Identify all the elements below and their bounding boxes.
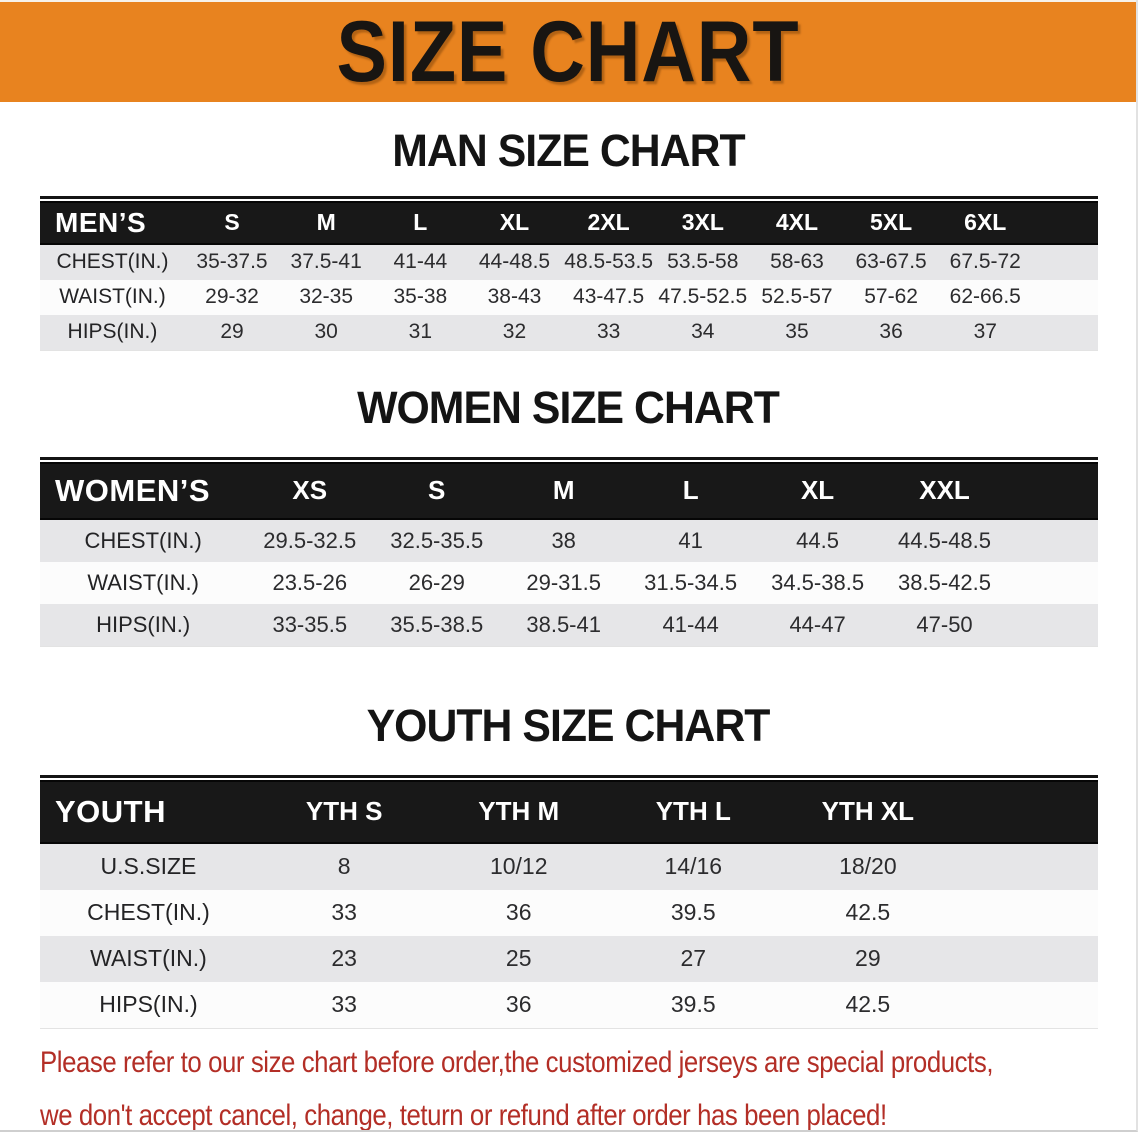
youth-title-wrap	[0, 699, 1136, 751]
size-value-cell: 10/12	[489, 853, 548, 880]
men-table-row	[40, 280, 1098, 315]
row-spacer-cell	[1032, 280, 1098, 315]
men-size-table	[40, 201, 1098, 350]
men-table-row	[40, 315, 1098, 350]
row-spacer-cell	[1008, 562, 1098, 604]
youth-size-column-header: YTH L	[606, 780, 781, 844]
size-value-cell: 23.5-26	[272, 569, 348, 595]
size-value-cell: 67.5-72	[949, 250, 1021, 274]
size-value-cell: 48.5-53.5	[564, 250, 654, 274]
row-label-cell: HIPS(IN.)	[99, 991, 198, 1018]
size-value-cell: 53.5-58	[667, 250, 739, 274]
women-header-row	[40, 462, 1098, 520]
men-size-column-header: 5XL	[844, 201, 938, 245]
row-spacer-cell	[955, 982, 1098, 1028]
size-value-cell: 47-50	[916, 611, 973, 637]
men-size-column-header: 6XL	[938, 201, 1032, 245]
size-value-cell: 36	[505, 899, 532, 926]
size-value-cell: 41-44	[662, 611, 719, 637]
women-section-title: WOMEN SIZE CHART	[357, 381, 779, 433]
size-value-cell: 39.5	[670, 899, 716, 926]
header-spacer-cell	[1032, 201, 1098, 245]
youth-size-column-header: YTH S	[257, 780, 432, 844]
row-label-cell: CHEST(IN.)	[84, 527, 202, 553]
size-value-cell: 44-48.5	[478, 250, 551, 274]
men-size-column-header: 2XL	[562, 201, 656, 245]
size-value-cell: 42.5	[845, 899, 891, 926]
size-value-cell: 43-47.5	[573, 285, 645, 309]
size-value-cell: 30	[314, 320, 338, 344]
women-table-row	[40, 604, 1098, 646]
men-size-column-header: 3XL	[656, 201, 750, 245]
women-table-row	[40, 562, 1098, 604]
size-value-cell: 38	[551, 527, 576, 553]
size-value-cell: 33	[596, 320, 621, 344]
size-value-cell: 44.5-48.5	[898, 527, 992, 553]
youth-header-label-cell: YOUTH	[40, 780, 257, 844]
footer-line-1: Please refer to our size chart before order,the customized jerseys are special products,	[40, 1045, 994, 1079]
size-value-cell: 33	[331, 899, 357, 926]
row-label-cell: U.S.SIZE	[100, 853, 197, 880]
man-title-wrap	[0, 125, 1136, 176]
banner-title: SIZE CHART	[336, 4, 800, 100]
men-size-column-header: L	[373, 201, 467, 245]
row-spacer-cell	[955, 936, 1098, 982]
youth-size-column-header: YTH M	[431, 780, 606, 844]
footer-note	[40, 1039, 1136, 1132]
women-title-wrap	[0, 381, 1136, 433]
men-size-column-header: 4XL	[750, 201, 844, 245]
women-size-chart-section	[0, 381, 1136, 647]
youth-size-table	[40, 780, 1098, 1028]
size-value-cell: 29-32	[205, 285, 259, 309]
size-value-cell: 29	[855, 945, 881, 972]
header-spacer-cell	[1008, 462, 1098, 520]
men-size-column-header: M	[279, 201, 373, 245]
size-value-cell: 37.5-41	[290, 250, 362, 274]
size-value-cell: 36	[505, 991, 532, 1018]
size-value-cell: 36	[879, 320, 903, 344]
row-label-cell: HIPS(IN.)	[67, 320, 158, 344]
size-value-cell: 38.5-41	[526, 611, 601, 637]
man-table-wrap	[40, 196, 1098, 351]
size-value-cell: 35-37.5	[196, 250, 268, 274]
size-value-cell: 41-44	[393, 250, 448, 274]
women-size-column-header: S	[373, 462, 500, 520]
size-value-cell: 27	[680, 945, 707, 972]
size-value-cell: 33-35.5	[272, 611, 348, 637]
size-value-cell: 29-31.5	[526, 569, 601, 595]
row-label-cell: CHEST(IN.)	[56, 250, 169, 274]
youth-table-row	[40, 982, 1098, 1028]
row-label-cell: CHEST(IN.)	[87, 899, 210, 926]
size-value-cell: 34.5-38.5	[771, 569, 865, 595]
size-value-cell: 8	[337, 853, 351, 880]
size-value-cell: 35-38	[393, 285, 448, 309]
men-header-row	[40, 201, 1098, 245]
size-value-cell: 37	[973, 320, 997, 344]
row-spacer-cell	[1032, 245, 1098, 280]
man-section-title: MAN SIZE CHART	[391, 125, 745, 176]
size-value-cell: 29.5-32.5	[263, 527, 357, 553]
size-value-cell: 23	[331, 945, 357, 972]
size-value-cell: 44-47	[789, 611, 846, 637]
size-value-cell: 32-35	[299, 285, 354, 309]
size-value-cell: 32.5-35.5	[390, 527, 484, 553]
size-value-cell: 42.5	[845, 991, 891, 1018]
women-size-table	[40, 462, 1098, 646]
size-value-cell: 29	[220, 320, 244, 344]
size-value-cell: 63-67.5	[855, 250, 927, 274]
size-value-cell: 47.5-52.5	[658, 285, 748, 309]
size-value-cell: 44.5	[796, 527, 839, 553]
size-value-cell: 35.5-38.5	[390, 611, 484, 637]
men-size-column-header: XL	[467, 201, 561, 245]
size-value-cell: 52.5-57	[761, 285, 833, 309]
men-header-label-cell: MEN’S	[40, 201, 185, 245]
header-spacer-cell	[955, 780, 1098, 844]
size-value-cell: 41	[678, 527, 703, 553]
size-value-cell: 38-43	[487, 285, 542, 309]
youth-table-row	[40, 890, 1098, 936]
footer-line-2: we don't accept cancel, change, teturn or refund after order has been placed!	[40, 1098, 887, 1132]
size-value-cell: 34	[691, 320, 715, 344]
women-table-wrap	[40, 457, 1098, 647]
row-label-cell: WAIST(IN.)	[90, 945, 207, 972]
size-chart-banner	[0, 0, 1136, 102]
size-value-cell: 18/20	[839, 853, 897, 880]
size-value-cell: 35	[785, 320, 809, 344]
size-value-cell: 31.5-34.5	[644, 569, 738, 595]
youth-table-row	[40, 936, 1098, 982]
size-value-cell: 38.5-42.5	[898, 569, 992, 595]
size-value-cell: 57-62	[864, 285, 918, 309]
row-spacer-cell	[1032, 315, 1098, 350]
size-value-cell: 58-63	[770, 250, 824, 274]
women-size-column-header: L	[627, 462, 754, 520]
women-header-label-cell: WOMEN’S	[40, 462, 246, 520]
row-spacer-cell	[1008, 604, 1098, 646]
size-value-cell: 31	[408, 320, 432, 344]
women-table-row	[40, 520, 1098, 562]
women-size-column-header: M	[500, 462, 627, 520]
women-size-column-header: XS	[246, 462, 373, 520]
row-spacer-cell	[1008, 520, 1098, 562]
row-label-cell: WAIST(IN.)	[59, 285, 166, 309]
row-spacer-cell	[955, 844, 1098, 890]
size-value-cell: 33	[331, 991, 357, 1018]
men-table-row	[40, 245, 1098, 280]
row-label-cell: WAIST(IN.)	[87, 569, 199, 595]
youth-size-column-header: YTH XL	[781, 780, 956, 844]
size-value-cell: 26-29	[408, 569, 465, 595]
youth-header-row	[40, 780, 1098, 844]
youth-size-chart-section	[0, 699, 1136, 1029]
row-label-cell: HIPS(IN.)	[96, 611, 191, 637]
youth-section-title: YOUTH SIZE CHART	[366, 699, 770, 751]
youth-table-row	[40, 844, 1098, 890]
youth-table-wrap	[40, 775, 1098, 1029]
women-size-column-header: XXL	[881, 462, 1008, 520]
size-value-cell: 25	[505, 945, 532, 972]
size-value-cell: 62-66.5	[949, 285, 1021, 309]
size-value-cell: 32	[502, 320, 527, 344]
man-size-chart-section	[0, 125, 1136, 351]
women-size-column-header: XL	[754, 462, 881, 520]
row-spacer-cell	[955, 890, 1098, 936]
size-value-cell: 39.5	[670, 991, 716, 1018]
size-value-cell: 14/16	[664, 853, 723, 880]
men-size-column-header: S	[185, 201, 279, 245]
